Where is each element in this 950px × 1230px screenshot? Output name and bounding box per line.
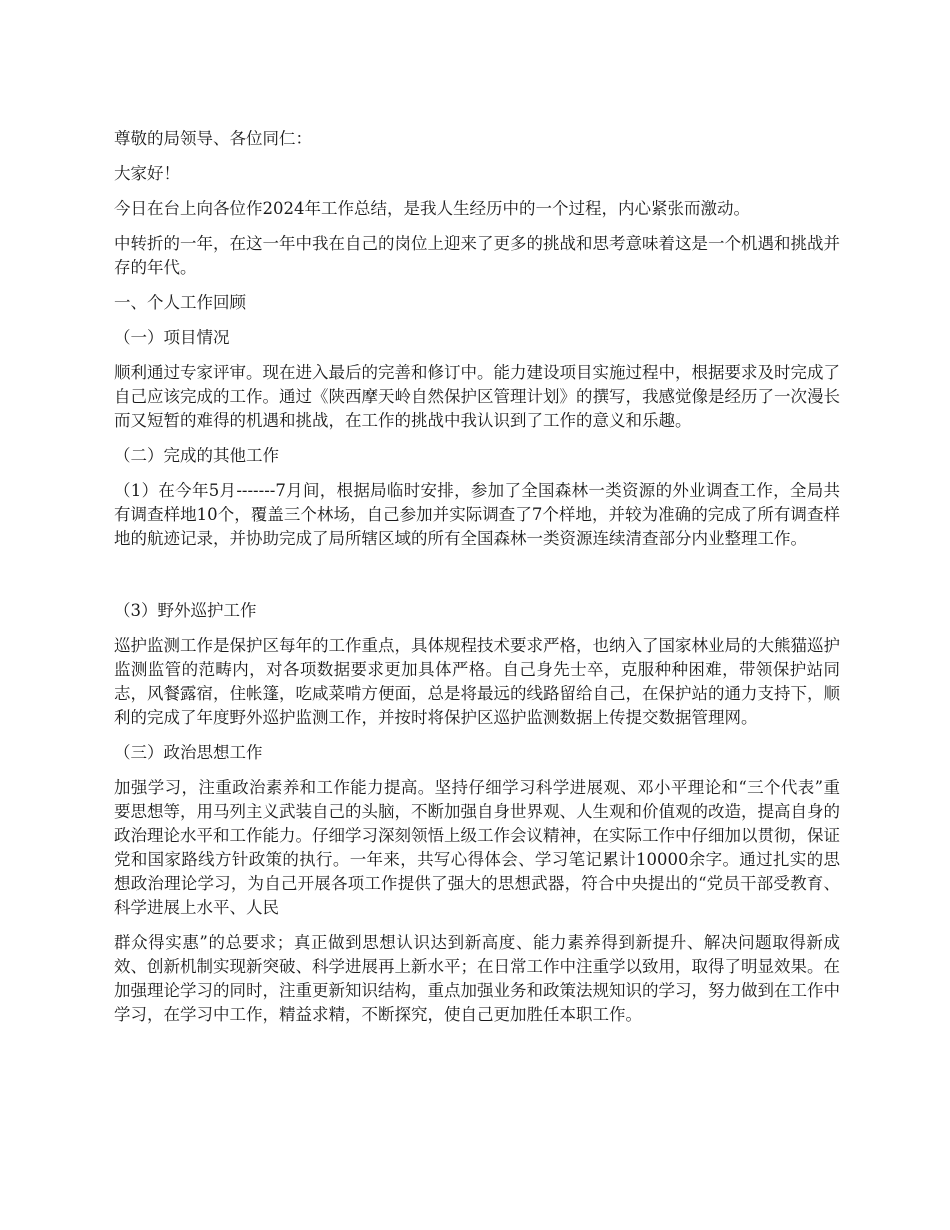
greeting: 大家好！: [114, 164, 180, 183]
document-body: [114, 127, 840, 1038]
intro-paragraph: 今日在台上向各位作2024年工作总结，是我人生经历中的一个过程，内心紧张而激动。: [114, 199, 750, 218]
transition-paragraph: 中转折的一年，在这一年中我在自己的岗位上迎来了更多的挑战和思考意味着这是一个机遇和挑战并存的年代。: [114, 234, 840, 277]
subheading-field-patrol: （3）野外巡护工作: [114, 601, 257, 620]
subheading-project-status: （一）项目情况: [114, 328, 230, 347]
blank-gap: [114, 562, 840, 599]
section-heading-personal-review: 一、个人工作回顾: [114, 293, 246, 312]
field-patrol-paragraph: 巡护监测工作是保护区每年的工作重点，具体规程技术要求严格，也纳入了国家林业局的大熊猫巡护监测监管的范畴内，对各项数据要求更加具体严格。自己身先士卒，克服种种困难，带领保护站同志，风餐露宿，住帐篷，吃咸菜啃方便面，总是将最远的线路留给自己，在保护站的通力支持下，顺利的完成了年度野外巡护监测工作，并按时将保护区巡护监测数据上传提交数据管理网。: [114, 636, 840, 727]
project-status-paragraph: 顺利通过专家评审。现在进入最后的完善和修订中。能力建设项目实施过程中，根据要求及时完成了自己应该完成的工作。通过《陕西摩天岭自然保护区管理计划》的撰写，我感觉像是经历了一次漫长而又短暂的难得的机遇和挑战，在工作的挑战中我认识到了工作的意义和乐趣。: [114, 363, 840, 430]
subheading-other-work: （二）完成的其他工作: [114, 446, 279, 465]
political-work-paragraph-1: 加强学习，注重政治素养和工作能力提高。坚持仔细学习科学进展观、邓小平理论和“三个代表”重要思想等，用马列主义武装自己的头脑，不断加强自身世界观、人生观和价值观的改造，提高自身的政治理论水平和工作能力。仔细学习深刻领悟上级工作会议精神，在实际工作中仔细加以贯彻，保证党和国家路线方针政策的执行。一年来，共写心得体会、学习笔记累计10000余字。通过扎实的思想政治理论学习，为自己开展各项工作提供了强大的思想武器，符合中央提出的“党员干部受教育、科学进展上水平、人民: [114, 778, 840, 917]
political-work-paragraph-2: 群众得实惠”的总要求；真正做到思想认识达到新高度、能力素养得到新提升、解决问题取得新成效、创新机制实现新突破、科学进展再上新水平；在日常工作中注重学以致用，取得了明显效果。在加强理论学习的同时，注重更新知识结构，重点加强业务和政策法规知识的学习，努力做到在工作中学习，在学习中工作，精益求精，不断探究，使自己更加胜任本职工作。: [114, 933, 840, 1024]
subheading-political-work: （三）政治思想工作: [114, 743, 263, 762]
salutation: 尊敬的局领导、各位同仁：: [114, 129, 312, 148]
other-work-item-1: （1）在今年5月-------7月间，根据局临时安排，参加了全国森林一类资源的外业调查工作，全局共有调查样地10个，覆盖三个林场，自己参加并实际调查了7个样地，并较为准确的完成了所有调查样地的航迹记录，并协助完成了局所辖区域的所有全国森林一类资源连续清查部分内业整理工作。: [114, 481, 840, 548]
